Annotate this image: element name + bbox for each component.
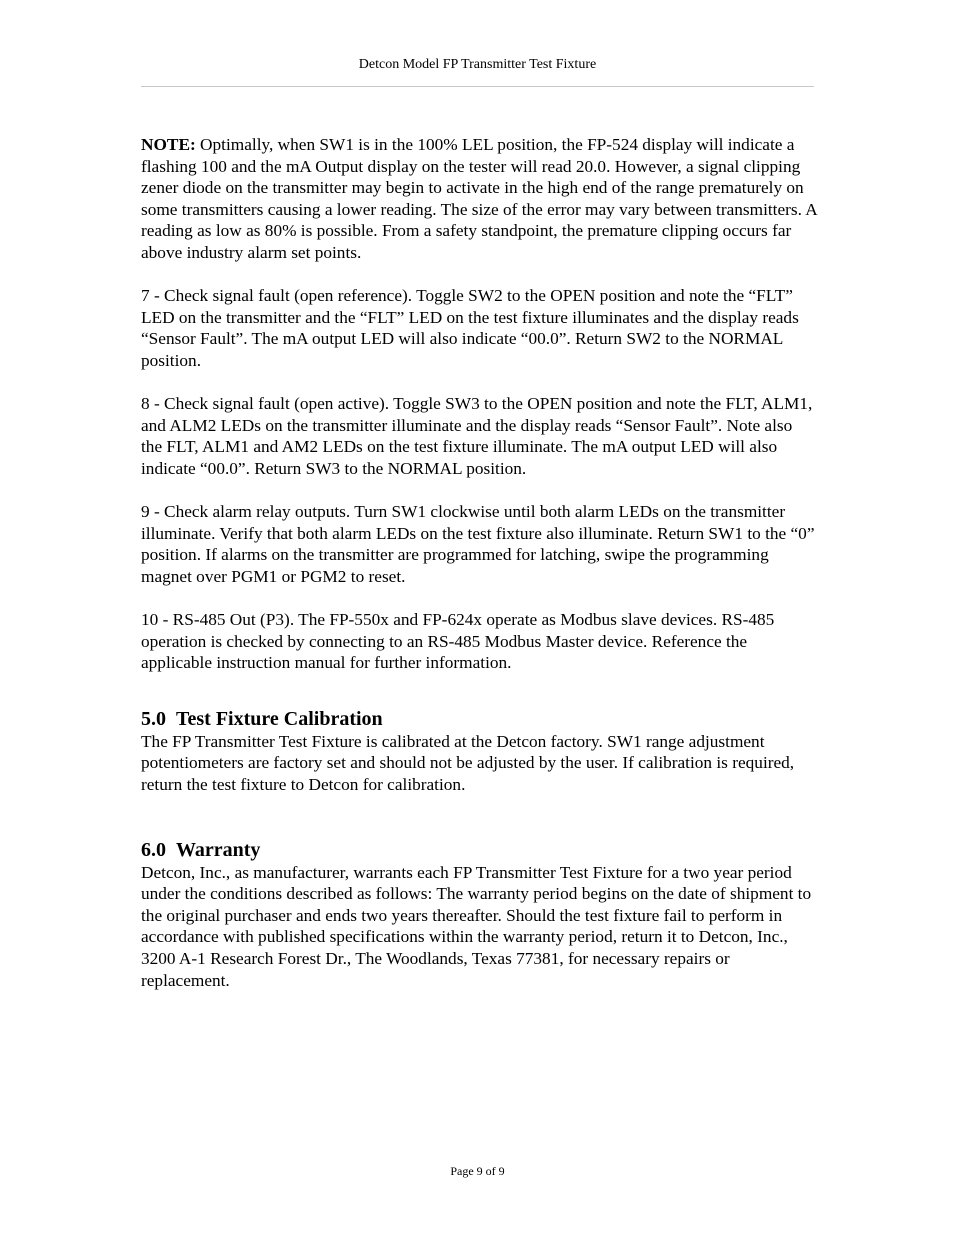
document-body — [141, 134, 817, 991]
section-heading-calibration — [141, 707, 817, 731]
calibration-paragraph: The FP Transmitter Test Fixture is calibrated at the Detcon factory. SW1 range adjustment potentiometers are factory set and should not be adjusted by the user. If calibration is required, return the test fixture to Detcon for calibration. — [141, 731, 795, 795]
note-text: Optimally, when SW1 is in the 100% LEL position, the FP-524 display will indicate a flashing 100 and the mA Output display on the tester will read 20.0. However, a signal clipping zener diode on the transmitter may begin to activate in the high end of the range prematurely on some transmitters causing a lower reading. The size of the error may vary between transmitters. A reading as low as 80% is possible. From a safety standpoint, the premature clipping occurs far above industry alarm set points. — [141, 135, 817, 262]
step-7-paragraph: 7 - Check signal fault (open reference). Toggle SW2 to the OPEN position and note the “FLT” LED on the transmitter and the “FLT” LED on the test fixture illuminates and the display reads “Sensor Fault”. The mA output LED will also indicate “00.0”. Return SW2 to the NORMAL position. — [141, 286, 799, 370]
page-number: Page 9 of 9 — [450, 1164, 505, 1178]
section-title: Test Fixture Calibration — [176, 707, 383, 730]
header-divider — [141, 86, 814, 87]
page-header: Detcon Model FP Transmitter Test Fixture — [358, 57, 597, 72]
note-paragraph — [141, 134, 817, 264]
step-10-paragraph: 10 - RS-485 Out (P3). The FP-550x and FP-624x operate as Modbus slave devices. RS-485 operation is checked by connecting to an RS-485 Modbus Master device. Reference the applicable instruction manual for further information. — [141, 610, 775, 673]
note-label: NOTE: — [141, 135, 196, 154]
step-9-paragraph: 9 - Check alarm relay outputs. Turn SW1 clockwise until both alarm LEDs on the transmitter illuminate. Verify that both alarm LEDs on the test fixture also illuminate. Return SW1 to the “0” position. If alarms on the transmitter are programmed for latching, swipe the programming magnet over PGM1 or PGM2 to reset. — [141, 502, 815, 586]
section-number: 5.0 — [141, 707, 166, 730]
warranty-paragraph: Detcon, Inc., as manufacturer, warrants each FP Transmitter Test Fixture for a two year period under the conditions described as follows: The warranty period begins on the date of shipment to the original purchaser and ends two years thereafter. Should the test fixture fail to perform in accordance with published specifications within the warranty period, return it to Detcon, Inc., 3200 A-1 Research Forest Dr., The Woodlands, Texas 77381, for necessary repairs or replacement. — [141, 862, 812, 990]
section-heading-warranty — [141, 838, 817, 862]
section-number: 6.0 — [141, 838, 166, 861]
section-title: Warranty — [176, 838, 261, 861]
step-8-paragraph: 8 - Check signal fault (open active). Toggle SW3 to the OPEN position and note the FLT, ALM1, and ALM2 LEDs on the transmitter illuminate and the display reads “Sensor Fault”. Note also the FLT, ALM1 and AM2 LEDs on the test fixture illuminate. The mA output LED will also indicate “00.0”. Return SW3 to the NORMAL position. — [141, 394, 813, 478]
